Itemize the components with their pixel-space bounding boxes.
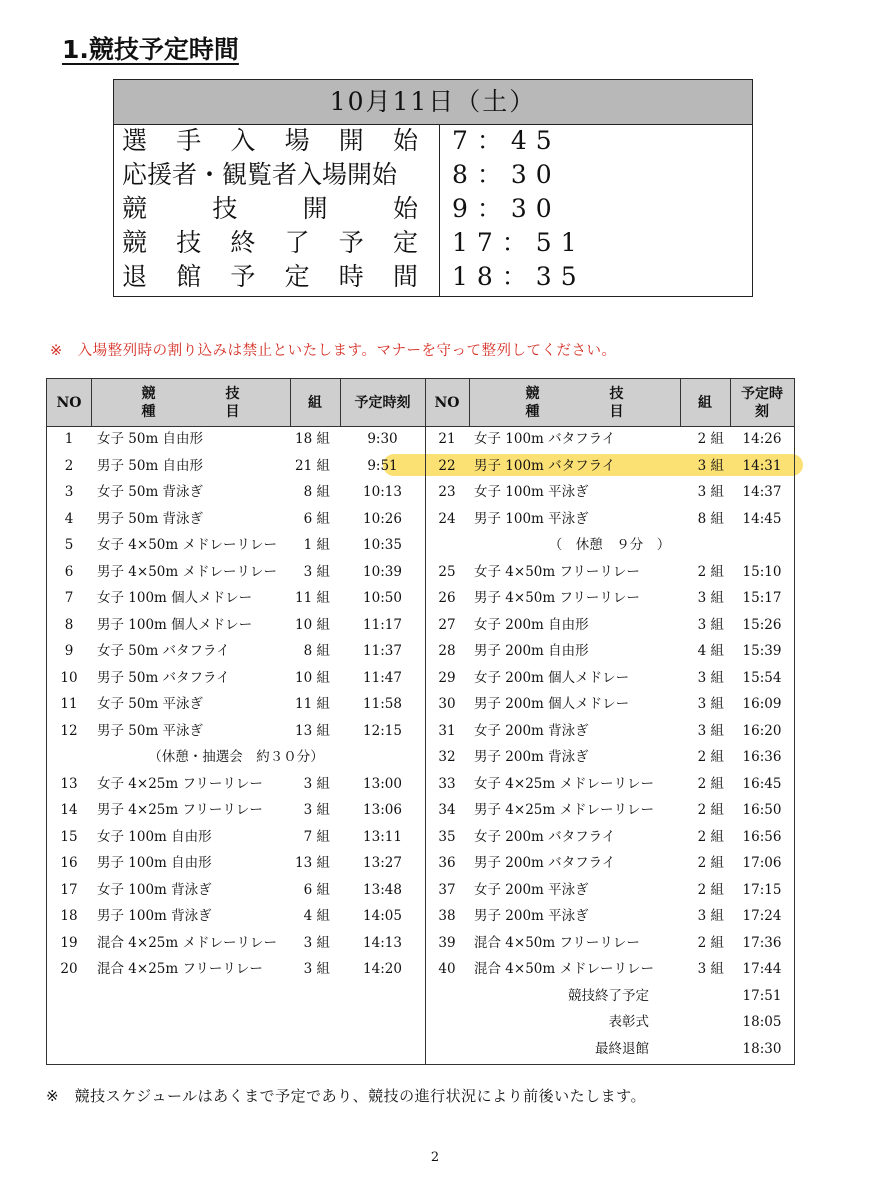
time-label-char: 間 — [392, 262, 418, 291]
closing-row — [47, 1038, 794, 1060]
row-no: 20 — [60, 961, 78, 977]
table-row — [47, 746, 794, 768]
row-groups: 3 組 — [697, 696, 724, 712]
row-event: 混合 4×25m メドレーリレー — [97, 934, 277, 951]
time-label-char: 定 — [392, 228, 418, 257]
row-time: 9:51 — [367, 457, 398, 474]
table-row — [47, 852, 794, 874]
row-no: 10 — [60, 669, 78, 686]
row-event: 女子 50m 平泳ぎ — [97, 696, 204, 712]
row-time: 17:06 — [742, 855, 782, 871]
row-event: 混合 4×25m フリーリレー — [97, 961, 263, 977]
row-groups: 3 組 — [697, 722, 724, 739]
row-event: 女子 200m 自由形 — [474, 616, 589, 633]
row-no: 38 — [438, 908, 456, 924]
break-note: （ 休憩 ９分 ） — [548, 537, 671, 553]
row-no: 25 — [438, 563, 456, 580]
row-event: 女子 4×25m フリーリレー — [97, 775, 263, 792]
time-row — [114, 226, 752, 260]
row-time: 13:27 — [363, 855, 402, 871]
row-time: 9:30 — [367, 431, 398, 447]
row-event: 男子 4×25m メドレーリレー — [474, 802, 654, 818]
row-groups: 4 組 — [697, 643, 724, 659]
table-row — [47, 693, 794, 715]
section-title: 1.競技予定時間 — [62, 35, 239, 64]
row-groups: 6 組 — [303, 510, 330, 527]
header-groups: 組 — [308, 394, 322, 411]
row-groups: 13 組 — [295, 722, 330, 739]
row-time: 10:39 — [363, 563, 402, 580]
time-label-char: 選 — [122, 126, 148, 155]
table-row — [47, 455, 794, 477]
table-row — [47, 561, 794, 583]
row-groups: 8 組 — [303, 484, 330, 500]
row-event: 男子 50m 自由形 — [97, 457, 204, 474]
row-event: 女子 200m バタフライ — [474, 828, 616, 845]
row-groups: 3 組 — [303, 775, 330, 792]
row-time: 11:17 — [363, 616, 402, 633]
closing-label: 表彰式 — [608, 1014, 649, 1030]
time-label-char: 予 — [230, 262, 256, 291]
table-row — [47, 587, 794, 609]
row-no: 9 — [64, 643, 74, 659]
row-time: 12:15 — [363, 722, 402, 739]
row-groups: 3 組 — [697, 590, 724, 606]
table-row — [47, 799, 794, 821]
row-groups: 3 組 — [697, 484, 724, 500]
row-time: 14:13 — [363, 934, 402, 951]
row-no: 3 — [64, 484, 74, 500]
row-groups: 2 組 — [697, 431, 724, 447]
row-time: 14:20 — [363, 961, 402, 977]
time-value: 8：30 — [452, 160, 561, 189]
row-event: 混合 4×50m フリーリレー — [474, 934, 640, 951]
time-label-char: 了 — [284, 228, 310, 257]
row-groups: 13 組 — [295, 855, 330, 871]
time-label — [122, 192, 418, 226]
row-groups: 3 組 — [697, 908, 724, 924]
row-event: 女子 4×50m メドレーリレー — [97, 537, 277, 553]
row-groups: 3 組 — [303, 563, 330, 580]
row-time: 15:17 — [742, 590, 782, 606]
row-no: 33 — [438, 775, 456, 792]
row-groups: 2 組 — [697, 802, 724, 818]
row-no: 22 — [438, 457, 456, 474]
row-no: 32 — [438, 749, 456, 765]
row-event: 男子 4×25m フリーリレー — [97, 802, 263, 818]
row-no: 16 — [60, 855, 78, 871]
row-groups: 2 組 — [697, 855, 724, 871]
row-event: 男子 200m 個人メドレー — [474, 696, 630, 712]
time-label-char: 技 — [212, 194, 238, 223]
row-groups: 11 組 — [295, 696, 330, 712]
row-time: 16:36 — [742, 749, 782, 765]
time-label-char: 開 — [338, 126, 364, 155]
row-time: 13:06 — [363, 802, 402, 818]
row-event: 男子 100m 背泳ぎ — [97, 908, 212, 924]
row-event: 女子 100m 平泳ぎ — [474, 484, 589, 500]
row-time: 15:10 — [742, 563, 782, 580]
time-row — [114, 124, 752, 158]
row-event: 女子 100m バタフライ — [474, 431, 616, 447]
row-no: 24 — [438, 510, 456, 527]
row-no: 6 — [64, 563, 74, 580]
row-no: 21 — [438, 431, 456, 447]
row-event: 男子 200m 自由形 — [474, 643, 589, 659]
row-time: 14:31 — [742, 457, 782, 474]
row-groups: 3 組 — [303, 934, 330, 951]
time-label — [122, 226, 418, 260]
row-event: 女子 50m バタフライ — [97, 643, 230, 659]
row-time: 16:45 — [742, 775, 782, 792]
row-groups: 3 組 — [697, 616, 724, 633]
row-no: 11 — [60, 696, 78, 712]
table-row — [47, 720, 794, 742]
row-no: 29 — [438, 669, 456, 686]
table-row — [47, 773, 794, 795]
row-groups: 18 組 — [295, 431, 330, 447]
header-event: 競 技 種 目 — [141, 385, 310, 420]
row-time: 10:26 — [363, 510, 402, 527]
time-label — [122, 158, 418, 192]
time-label-char: 始 — [392, 126, 418, 155]
row-time: 16:56 — [742, 828, 782, 845]
row-event: 男子 100m バタフライ — [474, 457, 616, 474]
time-value: 18：35 — [452, 262, 586, 291]
row-event: 女子 200m 個人メドレー — [474, 669, 630, 686]
row-time: 11:47 — [363, 669, 402, 686]
row-no: 23 — [438, 484, 456, 500]
time-label-char: 入 — [230, 126, 256, 155]
row-time: 14:26 — [742, 431, 782, 447]
row-no: 28 — [438, 643, 456, 659]
row-groups: 11 組 — [295, 590, 330, 606]
break-note: （休憩・抽選会 約３０分） — [148, 749, 324, 765]
row-no: 19 — [60, 934, 78, 951]
time-value: 17：51 — [452, 228, 586, 257]
page-number: 2 — [430, 1150, 440, 1165]
row-time: 16:09 — [742, 696, 782, 712]
row-groups: 21 組 — [295, 457, 330, 474]
time-value: 7：45 — [452, 126, 561, 155]
row-no: 5 — [64, 537, 74, 553]
row-event: 女子 4×25m メドレーリレー — [474, 775, 654, 792]
time-row — [114, 192, 752, 226]
row-groups: 3 組 — [697, 457, 724, 474]
time-label-char: 館 — [176, 262, 202, 291]
row-no: 17 — [60, 881, 78, 898]
row-event: 女子 100m 背泳ぎ — [97, 881, 212, 898]
row-event: 男子 200m 背泳ぎ — [474, 749, 589, 765]
header-no: NO — [434, 394, 460, 411]
closing-time: 18:30 — [742, 1040, 782, 1057]
table-row — [47, 932, 794, 954]
row-groups: 3 組 — [303, 961, 330, 977]
row-time: 14:45 — [742, 510, 782, 527]
row-time: 10:13 — [363, 484, 402, 500]
row-no: 40 — [438, 961, 456, 977]
time-label-char: 開 — [302, 194, 328, 223]
row-no: 14 — [60, 802, 78, 818]
row-event: 男子 200m バタフライ — [474, 855, 616, 871]
row-time: 16:20 — [742, 722, 782, 739]
header-time-line1: 予定時 — [741, 385, 783, 402]
row-event: 男子 100m 自由形 — [97, 855, 212, 871]
table-row — [47, 614, 794, 636]
table-row — [47, 958, 794, 980]
row-no: 26 — [438, 590, 456, 606]
row-event: 男子 100m 平泳ぎ — [474, 510, 589, 527]
row-groups: 2 組 — [697, 934, 724, 951]
row-no: 18 — [60, 908, 78, 924]
row-no: 15 — [60, 828, 78, 845]
row-no: 37 — [438, 881, 456, 898]
row-no: 34 — [438, 802, 456, 818]
row-event: 女子 4×50m フリーリレー — [474, 563, 640, 580]
time-label-char: 退 — [122, 262, 148, 291]
row-event: 女子 200m 背泳ぎ — [474, 722, 589, 739]
row-time: 14:37 — [742, 484, 782, 500]
time-label-char: 手 — [176, 126, 202, 155]
row-event: 女子 200m 平泳ぎ — [474, 881, 589, 898]
row-no: 7 — [64, 590, 74, 606]
time-label-char: 定 — [284, 262, 310, 291]
row-groups: 2 組 — [697, 563, 724, 580]
event-schedule-table — [46, 378, 795, 1065]
row-time: 10:50 — [363, 590, 402, 606]
time-label-char: 競 — [122, 228, 148, 257]
row-time: 11:37 — [363, 643, 402, 659]
header-time-line2: 刻 — [755, 403, 769, 420]
row-event: 男子 50m バタフライ — [97, 669, 230, 686]
row-event: 男子 50m 背泳ぎ — [97, 510, 204, 527]
time-label-char: 競 — [122, 194, 148, 223]
row-no: 8 — [64, 616, 74, 633]
row-event: 男子 4×50m メドレーリレー — [97, 563, 277, 580]
row-groups: 4 組 — [303, 908, 330, 924]
time-label — [122, 124, 418, 158]
time-label-char: 技 — [176, 228, 202, 257]
entry-notice: ※ 入場整列時の割り込みは禁止といたします。マナーを守って整列してください。 — [50, 343, 617, 359]
header-time: 予定時刻 — [354, 394, 411, 411]
time-label-char: 場 — [284, 126, 310, 155]
time-label-char: 予 — [338, 228, 364, 257]
row-time: 17:24 — [742, 908, 782, 924]
schedule-footnote: ※ 競技スケジュールはあくまで予定であり、競技の進行状況により前後いたします。 — [46, 1087, 646, 1105]
row-groups: 8 組 — [303, 643, 330, 659]
table-row — [47, 481, 794, 503]
time-row — [114, 158, 752, 192]
row-event: 女子 100m 自由形 — [97, 828, 212, 845]
closing-row — [47, 985, 794, 1007]
time-value: 9：30 — [452, 194, 561, 223]
table-row — [47, 428, 794, 450]
closing-row — [47, 1011, 794, 1033]
row-groups: 10 組 — [295, 669, 330, 686]
row-event: 男子 4×50m フリーリレー — [474, 590, 640, 606]
table-row — [47, 508, 794, 530]
header-event: 競 技 種 目 — [525, 385, 694, 420]
row-time: 14:05 — [363, 908, 402, 924]
row-groups: 2 組 — [697, 749, 724, 765]
row-groups: 1 組 — [303, 537, 330, 553]
closing-time: 17:51 — [742, 987, 782, 1004]
row-time: 17:15 — [742, 881, 782, 898]
row-event: 男子 50m 平泳ぎ — [97, 722, 204, 739]
row-groups: 2 組 — [697, 881, 724, 898]
time-label-char: 始 — [392, 194, 418, 223]
row-time: 16:50 — [742, 802, 782, 818]
table-header — [47, 379, 794, 427]
header-time — [730, 379, 794, 426]
row-time: 13:00 — [363, 775, 402, 792]
time-label-char: 応援者・観覧者入場開始 — [122, 160, 398, 189]
row-groups: 8 組 — [697, 510, 724, 527]
time-label-char: 時 — [338, 262, 364, 291]
time-label-char: 終 — [230, 228, 256, 257]
closing-label: 最終退館 — [595, 1040, 649, 1057]
row-time: 15:54 — [742, 669, 782, 686]
row-time: 15:39 — [742, 643, 782, 659]
row-time: 17:36 — [742, 934, 782, 951]
row-no: 12 — [60, 722, 78, 739]
row-event: 混合 4×50m メドレーリレー — [474, 961, 654, 977]
header-groups: 組 — [698, 394, 712, 411]
day-times — [114, 124, 752, 296]
row-no: 39 — [438, 934, 456, 951]
header-no: NO — [56, 394, 82, 411]
row-groups: 6 組 — [303, 881, 330, 898]
day-header: 10月11日（土） — [114, 80, 752, 125]
table-row — [47, 667, 794, 689]
row-groups: 2 組 — [697, 775, 724, 792]
table-row — [47, 640, 794, 662]
row-event: 男子 200m 平泳ぎ — [474, 908, 589, 924]
row-time: 13:11 — [363, 828, 402, 845]
row-time: 17:44 — [742, 961, 782, 977]
row-no: 1 — [64, 431, 74, 447]
closing-time: 18:05 — [742, 1014, 782, 1030]
table-row — [47, 826, 794, 848]
row-no: 31 — [438, 722, 456, 739]
row-no: 2 — [64, 457, 74, 474]
table-row — [47, 905, 794, 927]
row-event: 女子 100m 個人メドレー — [97, 590, 253, 606]
row-no: 13 — [60, 775, 78, 792]
row-no: 35 — [438, 828, 456, 845]
row-no: 36 — [438, 855, 456, 871]
row-groups: 3 組 — [697, 961, 724, 977]
row-time: 15:26 — [742, 616, 782, 633]
time-row — [114, 260, 752, 294]
row-time: 10:35 — [363, 537, 402, 553]
table-row — [47, 879, 794, 901]
row-no: 30 — [438, 696, 456, 712]
day-schedule-box — [113, 79, 753, 297]
row-time: 11:58 — [363, 696, 402, 712]
row-event: 女子 50m 自由形 — [97, 431, 204, 447]
row-groups: 3 組 — [303, 802, 330, 818]
closing-label: 競技終了予定 — [568, 987, 649, 1004]
row-no: 27 — [438, 616, 456, 633]
row-no: 4 — [64, 510, 74, 527]
row-groups: 10 組 — [295, 616, 330, 633]
row-time: 13:48 — [363, 881, 402, 898]
row-groups: 2 組 — [697, 828, 724, 845]
row-event: 女子 50m 背泳ぎ — [97, 484, 204, 500]
row-groups: 3 組 — [697, 669, 724, 686]
time-label — [122, 260, 418, 294]
row-event: 男子 100m 個人メドレー — [97, 616, 253, 633]
row-groups: 7 組 — [303, 828, 330, 845]
